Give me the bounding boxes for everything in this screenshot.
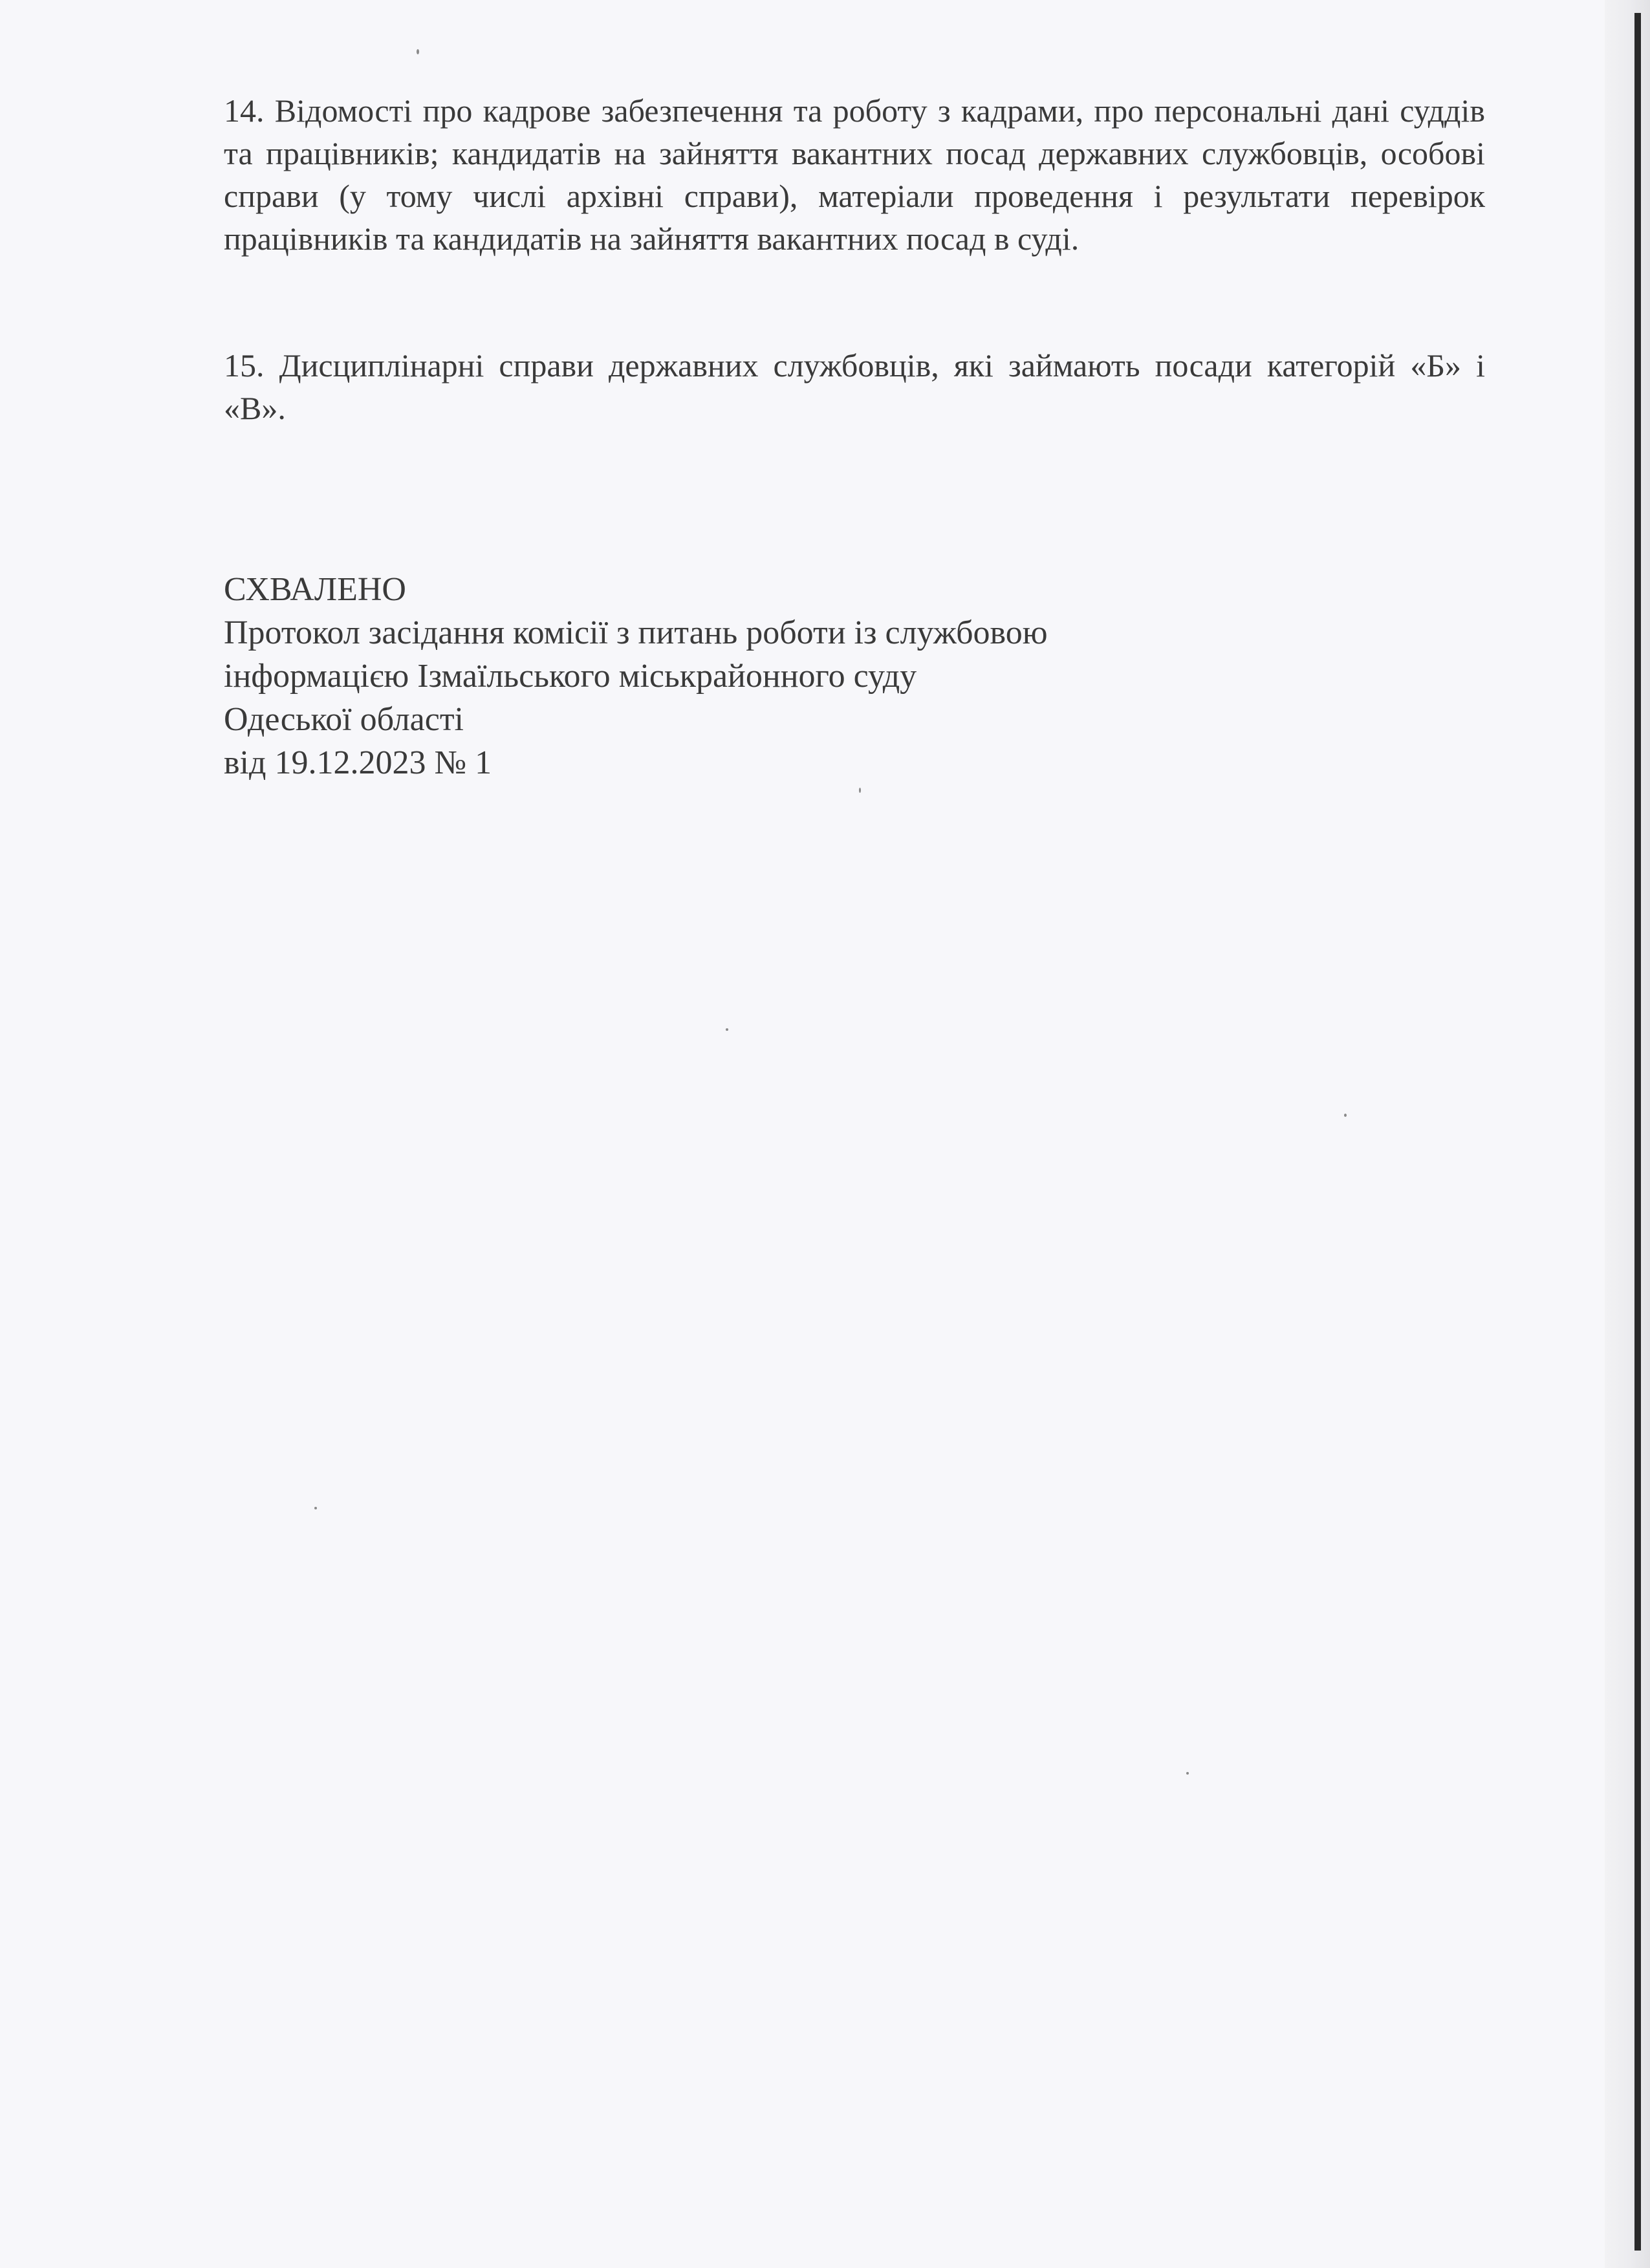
approval-heading: СХВАЛЕНО: [224, 571, 406, 608]
list-item-15: [224, 344, 1485, 429]
scan-speck: [417, 49, 419, 54]
scan-speck: [726, 1028, 728, 1031]
scan-speck: [314, 1507, 317, 1509]
approval-block: [224, 568, 1048, 784]
approval-line-2: інформацією Ізмаїльського міськрайонного суду: [224, 658, 917, 695]
scan-edge-shadow: [1605, 0, 1650, 2268]
scan-speck: [1186, 1772, 1189, 1775]
list-item-14: [224, 89, 1485, 260]
approval-line-1: Протокол засідання комісії з питань роботи із службовою: [224, 614, 1048, 651]
item-14-text: 14. Відомості про кадрове забезпечення та роботу з кадрами, про персональні дані суддів та працівників; кандидатів на зайняття вакантних посад державних службовців, особові справи (у тому числі архівні справи), матеріали проведення і результати перевірок працівників та кандидатів на зайняття вакантних посад в суді.: [224, 92, 1485, 257]
item-15-text: 15. Дисциплінарні справи державних службовців, які займають посади категорій «Б» і «В».: [224, 347, 1485, 426]
scan-edge-line: [1634, 13, 1641, 2251]
approval-date-line: від 19.12.2023 № 1: [224, 744, 492, 781]
scan-speck: [859, 788, 861, 793]
scan-speck: [1344, 1114, 1347, 1117]
approval-line-3: Одеської області: [224, 701, 464, 738]
